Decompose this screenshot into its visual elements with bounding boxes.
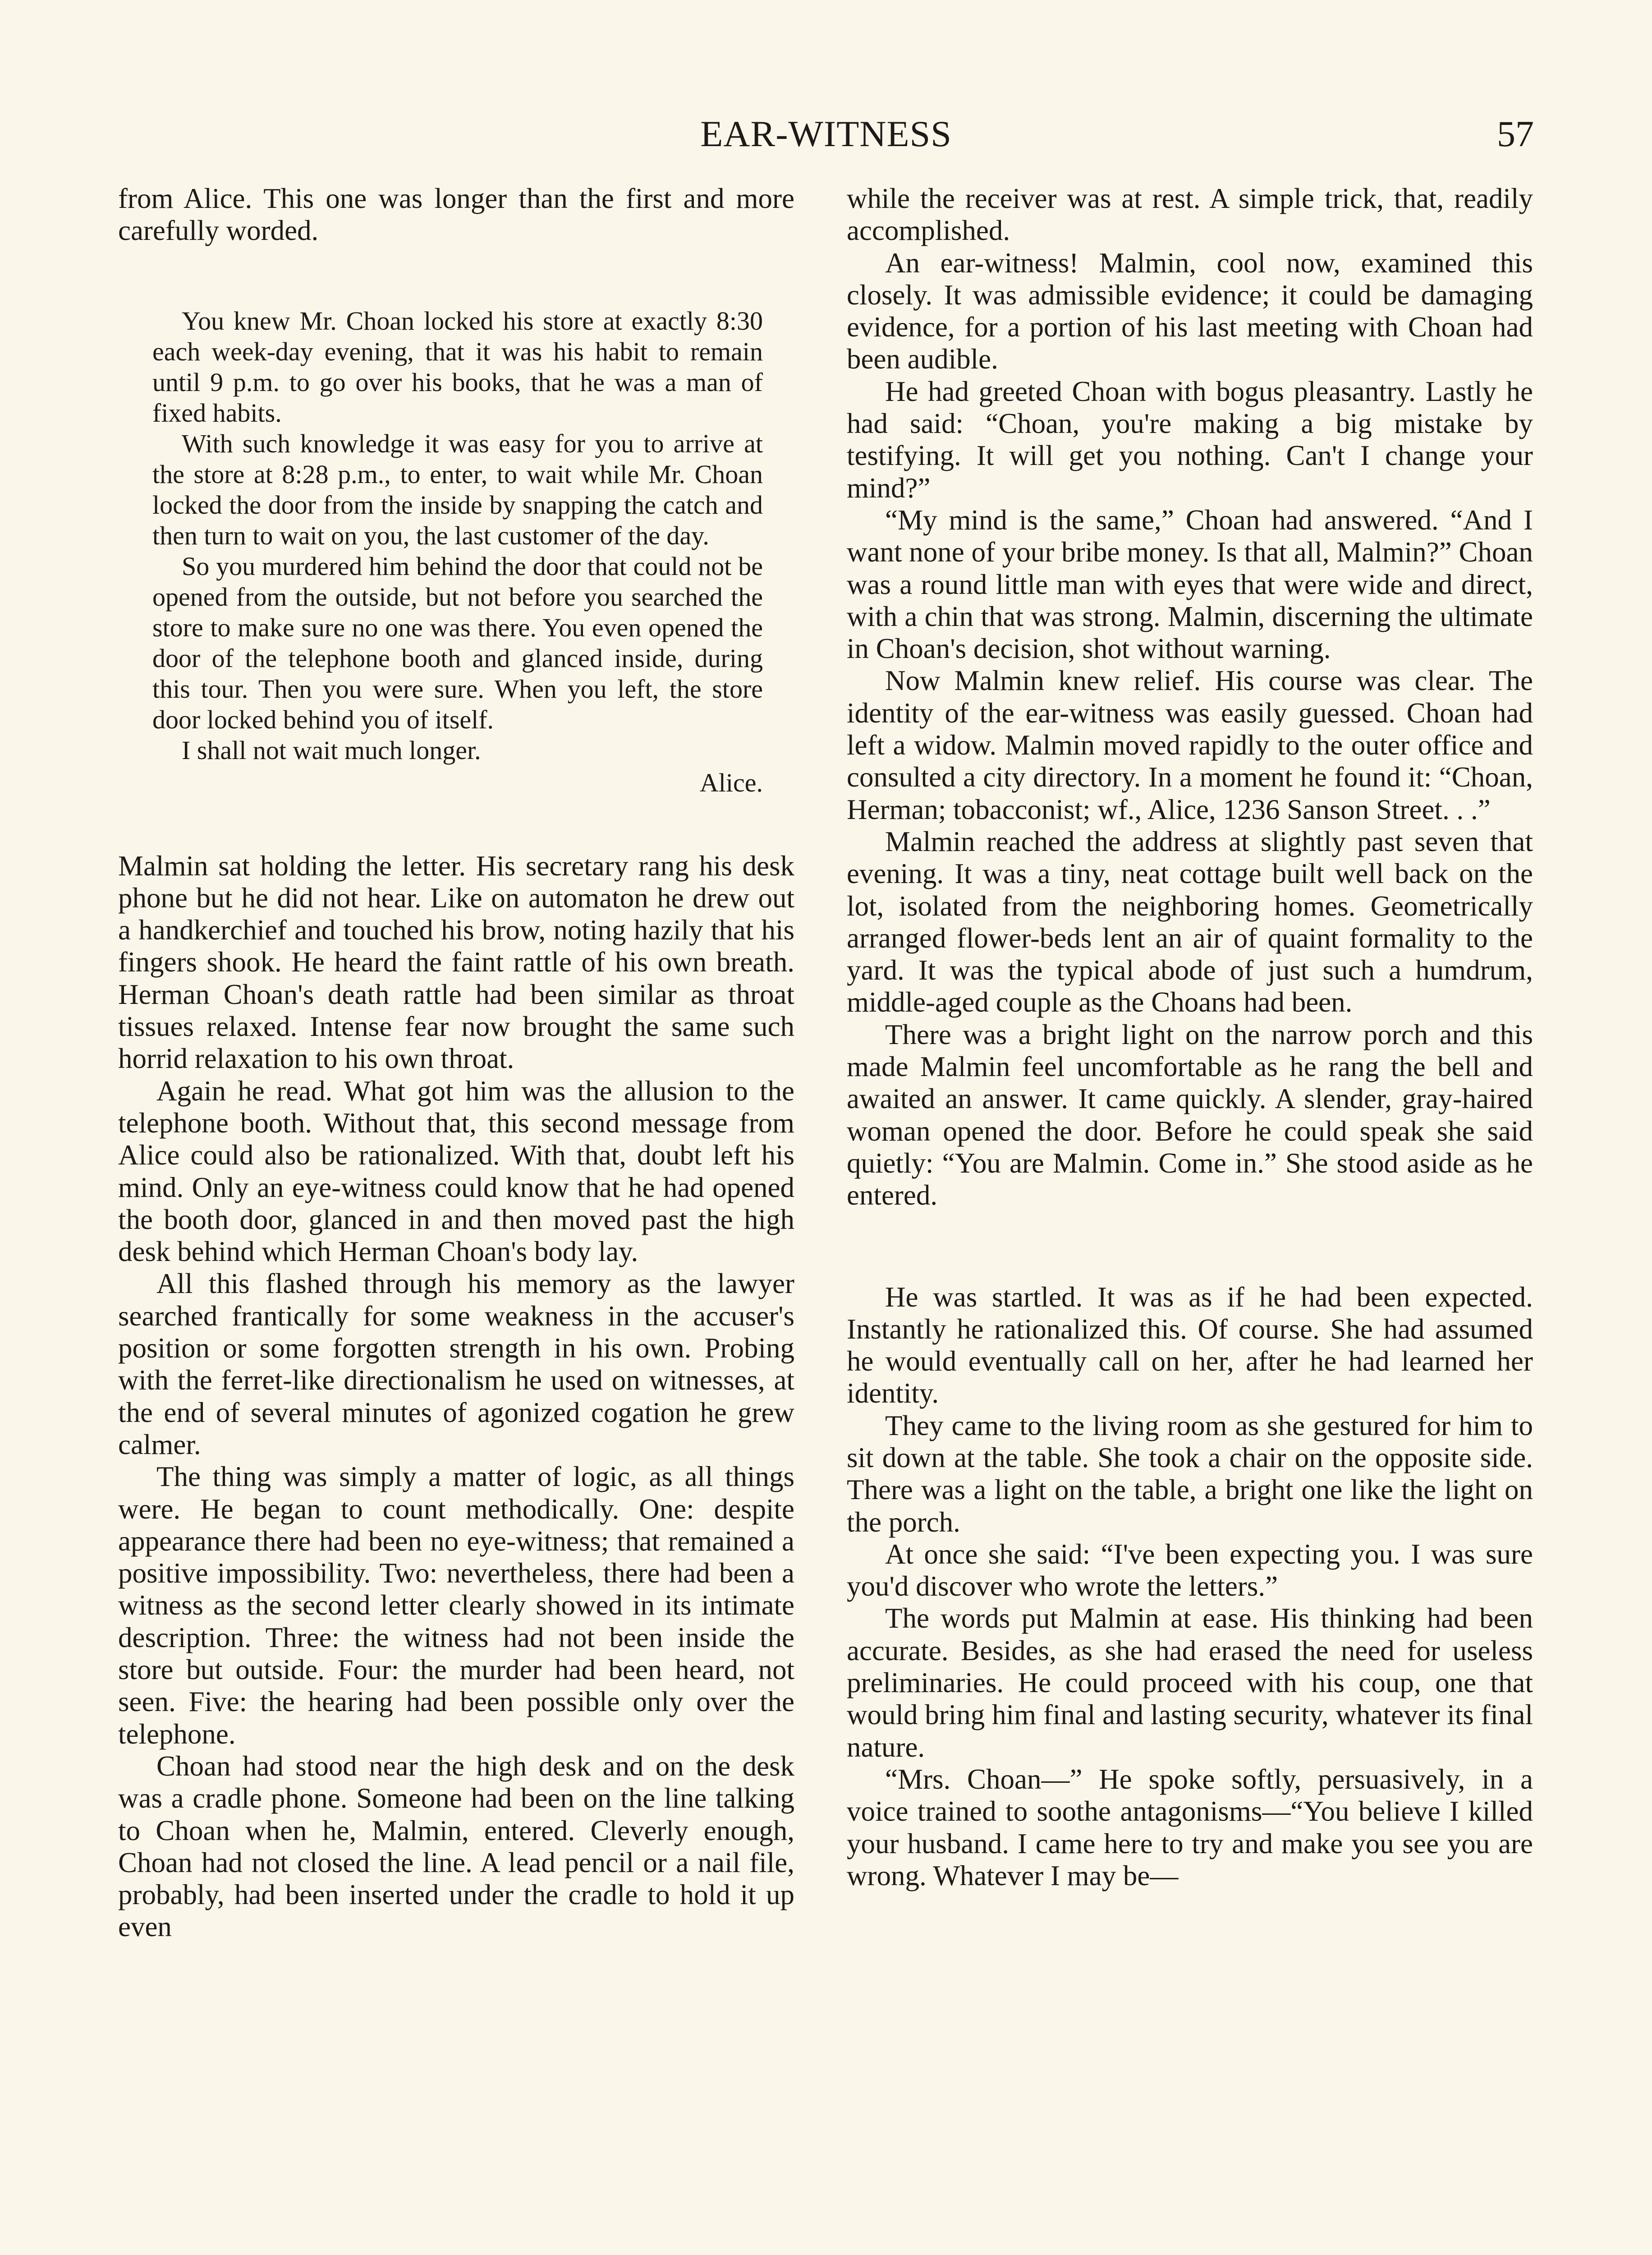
- body-paragraph: “Mrs. Choan—” He spoke softly, persuasively, in a voice trained to soothe antagonisms—“You believe I killed your husband. I came here to try and make you see you are wrong. Whatever I may be—: [847, 1763, 1533, 1891]
- continuation-paragraph: while the receiver was at rest. A simple trick, that, readily accomplished.: [847, 183, 1533, 247]
- right-column: [847, 183, 1533, 1892]
- body-paragraph: All this flashed through his memory as the lawyer searched frantically for some weakness in the accuser's position or some forgotten strength in his own. Probing with the ferret-like directionalism he used on witnesses, at the end of several minutes of agonized cogation he grew calmer.: [118, 1268, 794, 1460]
- quoted-letter: [152, 306, 763, 798]
- body-paragraph: “My mind is the same,” Choan had answered. “And I want none of your bribe money. Is that all, Malmin?” Choan was a round little man with eyes that were wide and direct, with a chin that was strong. Malmin, discerning the ultimate in Choan's decision, shot without warning.: [847, 504, 1533, 665]
- body-paragraph: Malmin reached the address at slightly past seven that evening. It was a tiny, neat cottage built well back on the lot, isolated from the neighboring homes. Geometrically arranged flower-beds lent an air of quaint formality to the yard. It was the typical abode of just such a humdrum, middle-aged couple as the Choans had been.: [847, 825, 1533, 1018]
- body-paragraph: They came to the living room as she gestured for him to sit down at the table. She took a chair on the opposite side. There was a light on the table, a bright one like the light on the porch.: [847, 1409, 1533, 1538]
- body-paragraph: Now Malmin knew relief. His course was clear. The identity of the ear-witness was easily guessed. Choan had left a widow. Malmin moved rapidly to the outer office and consulted a city directory. In a moment he found it: “Choan, Herman; tobacconist; wf., Alice, 1236 Sanson Street. . .”: [847, 665, 1533, 825]
- section-break: [847, 1212, 1533, 1281]
- body-paragraph: Choan had stood near the high desk and on the desk was a cradle phone. Someone had been on the line talking to Choan when he, Malmin, entered. Cleverly enough, Choan had not closed the line. A lead pencil or a nail file, probably, had been inserted under the cradle to hold it up even: [118, 1750, 794, 1943]
- body-paragraph: Malmin sat holding the letter. His secretary rang his desk phone but he did not hear. Like on automaton he drew out a handkerchief and touched his brow, noting hazily that his fingers shook. He heard the faint rattle of his own breath. Herman Choan's death rattle had been similar as throat tissues relaxed. Intense fear now brought the same such horrid relaxation to his own throat.: [118, 850, 794, 1075]
- page-number: 57: [1497, 113, 1534, 154]
- body-paragraph: The thing was simply a matter of logic, as all things were. He began to count methodically. One: despite appearance there had been no eye-witness; that remained a positive impossibility. Two: nevertheless, there had been a witness as the second letter clearly showed in its intimate description. Three: the witness had not been inside the store but outside. Four: the murder had been heard, not seen. Five: the hearing had been possible only over the telephone.: [118, 1461, 794, 1750]
- body-paragraph: Again he read. What got him was the allusion to the telephone booth. Without that, this second message from Alice could also be rationalized. With that, doubt left his mind. Only an eye-witness could know that he had opened the booth door, glanced in and then moved past the high desk behind which Herman Choan's body lay.: [118, 1075, 794, 1268]
- letter-paragraph: You knew Mr. Choan locked his store at exactly 8:30 each week-day evening, that it was his habit to remain until 9 p.m. to go over his books, that he was a man of fixed habits.: [152, 306, 763, 428]
- body-paragraph: He was startled. It was as if he had been expected. Instantly he rationalized this. Of course. She had assumed he would eventually call on her, after he had learned her identity.: [847, 1281, 1533, 1409]
- left-intro-paragraph: from Alice. This one was longer than the first and more carefully worded.: [118, 183, 794, 247]
- letter-paragraph: So you murdered him behind the door that could not be opened from the outside, but not before you searched the store to make sure no one was there. You even opened the door of the telephone booth and glanced inside, during this tour. Then you were sure. When you left, the store door locked behind you of itself.: [152, 551, 763, 734]
- body-paragraph: He had greeted Choan with bogus pleasantry. Lastly he had said: “Choan, you're making a big mistake by testifying. It will get you nothing. Can't I change your mind?”: [847, 375, 1533, 504]
- running-title: EAR-WITNESS: [700, 113, 952, 154]
- body-paragraph: There was a bright light on the narrow porch and this made Malmin feel uncomfortable as he rang the bell and awaited an answer. It came quickly. A slender, gray-haired woman opened the door. Before he could speak she said quietly: “You are Malmin. Come in.” She stood aside as he entered.: [847, 1018, 1533, 1211]
- letter-paragraph: I shall not wait much longer.: [182, 735, 481, 765]
- page-header: [118, 113, 1534, 171]
- letter-paragraph: With such knowledge it was easy for you to arrive at the store at 8:28 p.m., to enter, to wait while Mr. Choan locked the door from the inside by snapping the catch and then turn to wait on you, the last customer of the day.: [152, 428, 763, 550]
- spacer: [118, 798, 794, 850]
- letter-signature: Alice.: [699, 768, 763, 797]
- body-paragraph: The words put Malmin at ease. His thinking had been accurate. Besides, as she had erased the need for useless preliminaries. He could proceed with his coup, one that would bring him final and lasting security, whatever its final nature.: [847, 1602, 1533, 1763]
- body-paragraph: An ear-witness! Malmin, cool now, examined this closely. It was admissible evidence; it could be damaging evidence, for a portion of his last meeting with Choan had been audible.: [847, 247, 1533, 375]
- body-paragraph: At once she said: “I've been expecting you. I was sure you'd discover who wrote the letters.”: [847, 1538, 1533, 1602]
- left-column: [118, 183, 794, 1943]
